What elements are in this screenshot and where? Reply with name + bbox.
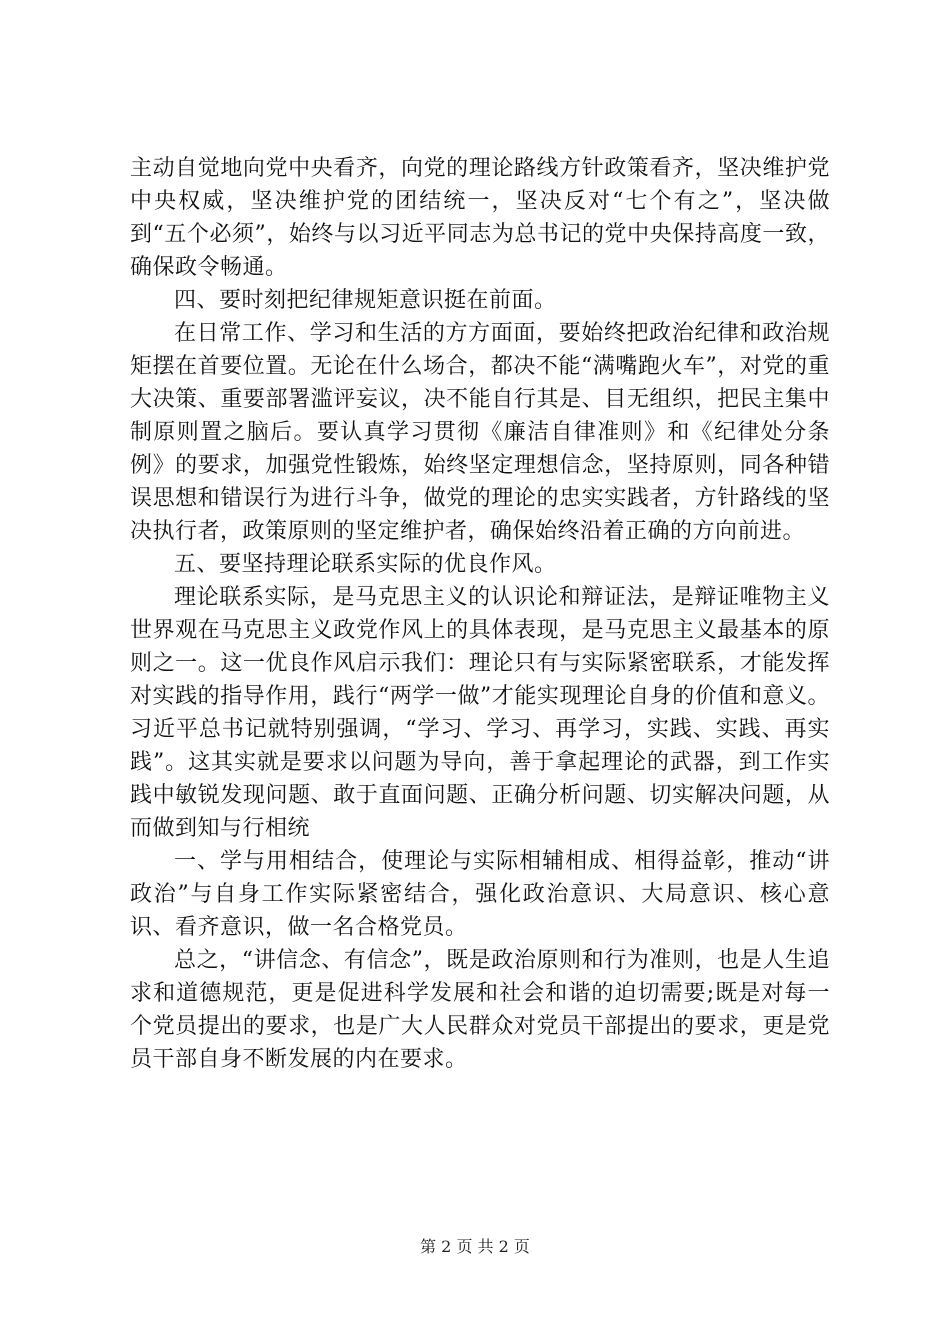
paragraph: 在日常工作、学习和生活的方方面面，要始终把政治纪律和政治规矩摆在首要位置。无论在什么场合，都决不能“满嘴跑火车”，对党的重大决策、重要部署滥评妄议，决不能自行其是、目无组织，把民主集中制原则置之脑后。要认真学习贯彻《廉洁自律准则》和《纪律处分条例》的要求，加强党性锻炼，始终坚定理想信念，坚持原则，同各种错误思想和错误行为进行斗争，做党的理论的忠实实践者，方针路线的坚决执行者，政策原则的坚定维护者，确保始终沿着正确的方向前进。 [130, 321, 830, 544]
section-heading: 五、要坚持理论联系实际的优良作风。 [174, 552, 557, 577]
document-body [130, 152, 830, 1076]
page-number: 第 2 页 共 2 页 [420, 1237, 530, 1256]
paragraph: 一、学与用相结合，使理论与实际相辅相成、相得益彰，推动“讲政治”与自身工作实际紧密结合，强化政治意识、大局意识、核心意识、看齐意识，做一名合格党员。 [130, 849, 830, 940]
paragraph: 主动自觉地向党中央看齐，向党的理论路线方针政策看齐，坚决维护党中央权威，坚决维护党的团结统一，坚决反对“七个有之”，坚决做到“五个必须”，始终与以习近平同志为总书记的党中央保持高度一致，确保政令畅通。 [130, 156, 830, 280]
paragraph: 理论联系实际，是马克思主义的认识论和辩证法，是辩证唯物主义世界观在马克思主义政党作风上的具体表现，是马克思主义最基本的原则之一。这一优良作风启示我们：理论只有与实际紧密联系，才能发挥对实践的指导作用，践行“两学一做”才能实现理论自身的价值和意义。习近平总书记就特别强调，“学习、学习、再学习，实践、实践、再实践”。这其实就是要求以问题为导向，善于拿起理论的武器，到工作实践中敏锐发现问题、敢于直面问题、正确分析问题、切实解决问题，从而做到知与行相统 [130, 585, 830, 841]
page-footer [0, 1237, 950, 1257]
paragraph: 总之，“讲信念、有信念”，既是政治原则和行为准则，也是人生追求和道德规范，更是促进科学发展和社会和谐的迫切需要;既是对每一个党员提出的要求，也是广大人民群众对党员干部提出的要求，更是党员干部自身不断发展的内在要求。 [130, 948, 830, 1072]
section-heading: 四、要时刻把纪律规矩意识挺在前面。 [174, 288, 557, 313]
